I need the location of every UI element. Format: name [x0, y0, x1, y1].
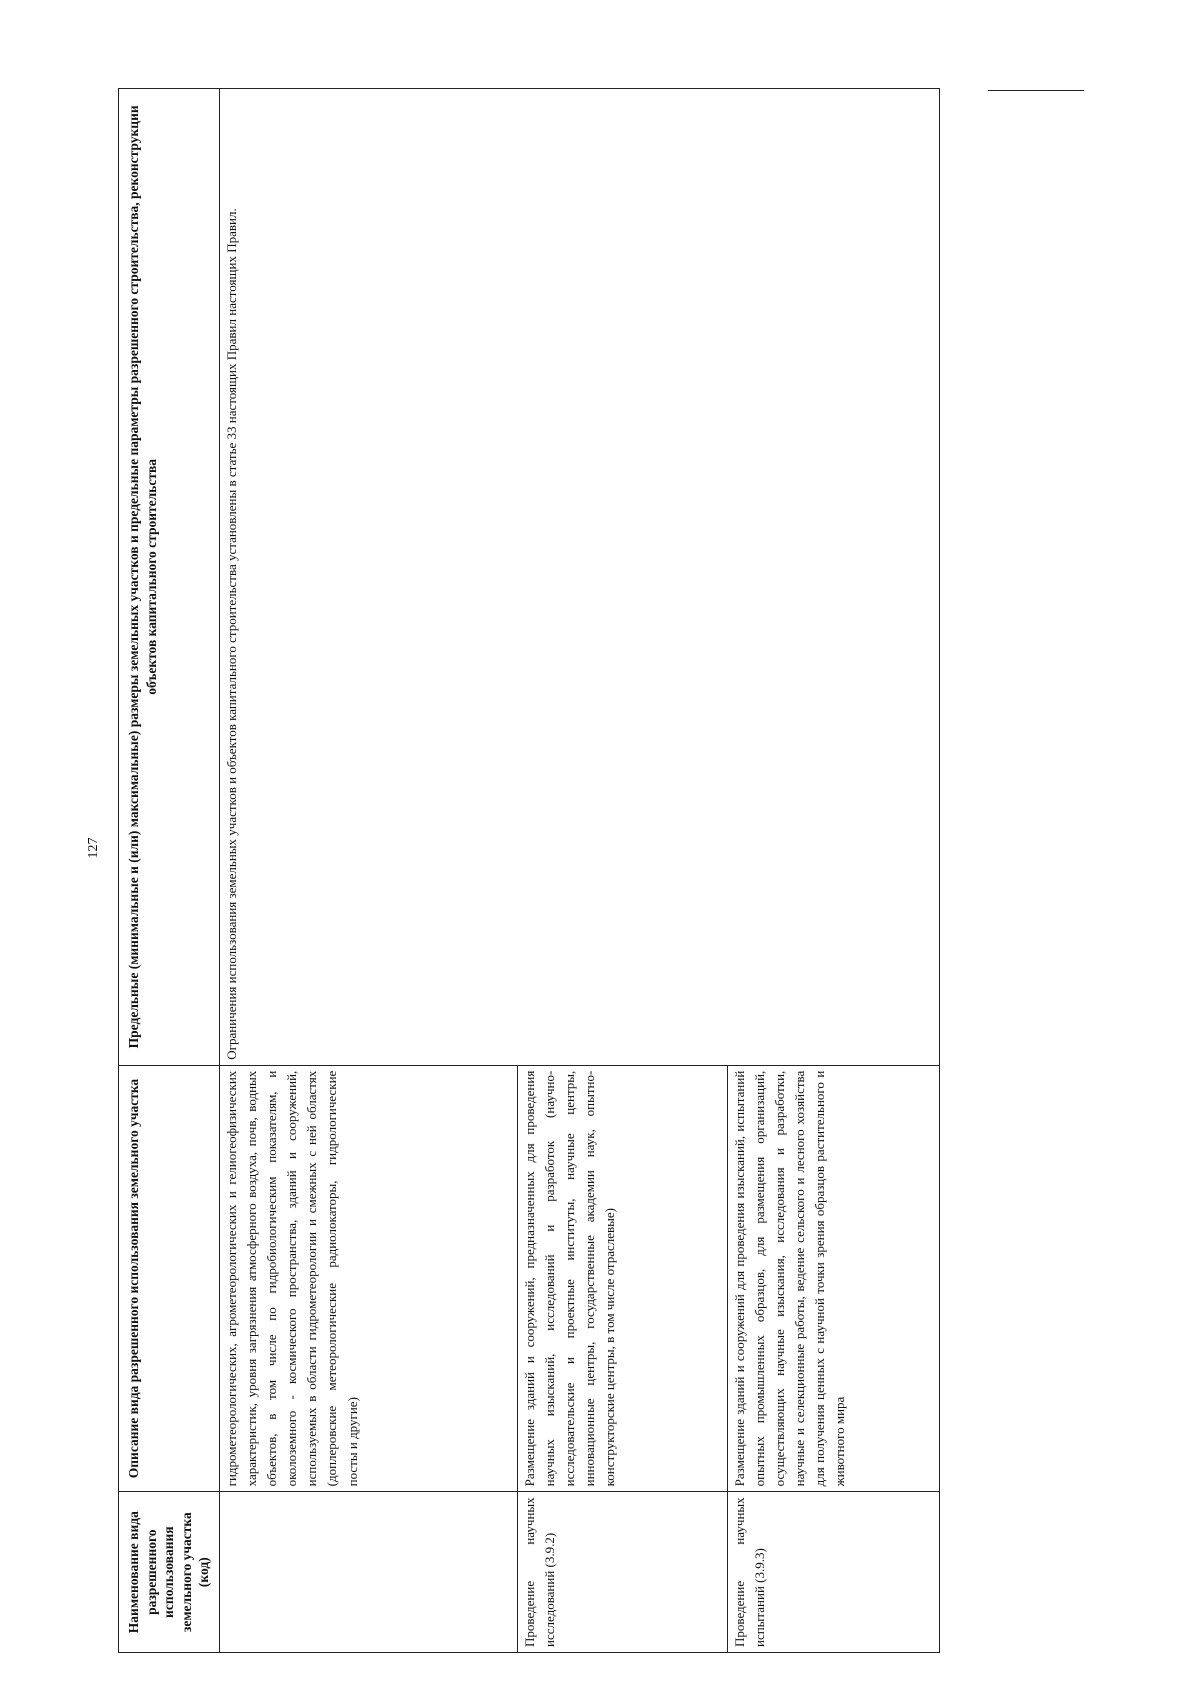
row-description: гидрометеорологических, агрометеорологических и гелиогеофизических характеристик, уровня загрязнения атмосферного воздуха, почв, водных объектов, в том числе по гидробиологическим показателям, и околоземного - космического пространства, зданий и сооружений, используемых в области гидрометеорологии и смежных с ней областях (доплеровские метеорологические радиолокаторы, гидрологические посты и другие): [219, 1065, 517, 1492]
page-number: 127: [86, 837, 101, 859]
header-description: Описание вида разрешенного использования земельного участка: [119, 1065, 220, 1492]
row-description: Размещение зданий и сооружений, предназначенных для проведения научных изысканий, исследований и разработок (научно-исследовательские и проектные институты, научные центры, инновационные центры, государственные академии наук, опытно-конструкторские центры, в том числе отраслевые): [517, 1065, 727, 1492]
rotated-table-wrapper: [118, 88, 988, 1653]
header-rule: [988, 90, 1084, 91]
row-name: [219, 1492, 517, 1653]
table-row: [219, 89, 517, 1653]
row-name: Проведение научных исследований (3.9.2): [517, 1492, 727, 1653]
zoning-table: [118, 88, 940, 1653]
header-limits: Предельные (минимальные и (или) максимальные) размеры земельных участков и предельные параметры разрешенного строительства, реконструкции объектов капитального строительства: [119, 89, 220, 1066]
header-name: Наименование вида разрешенного использования земельного участка (код): [119, 1492, 220, 1653]
row-limits: Ограничения использования земельных участков и объектов капитального строительства установлены в статье 33 настоящих Правил настоящих Правил.: [219, 89, 939, 1066]
row-name: Проведение научных испытаний (3.9.3): [727, 1492, 939, 1653]
table-header-row: [119, 89, 220, 1653]
row-description: Размещение зданий и сооружений для проведения изысканий, испытаний опытных промышленных образцов, для размещения организаций, осуществляющих научные изыскания, исследования и разработки, научные и селекционные работы, ведение сельского и лесного хозяйства для получения ценных с научной точки зрения образцов растительного и животного мира: [727, 1065, 939, 1492]
